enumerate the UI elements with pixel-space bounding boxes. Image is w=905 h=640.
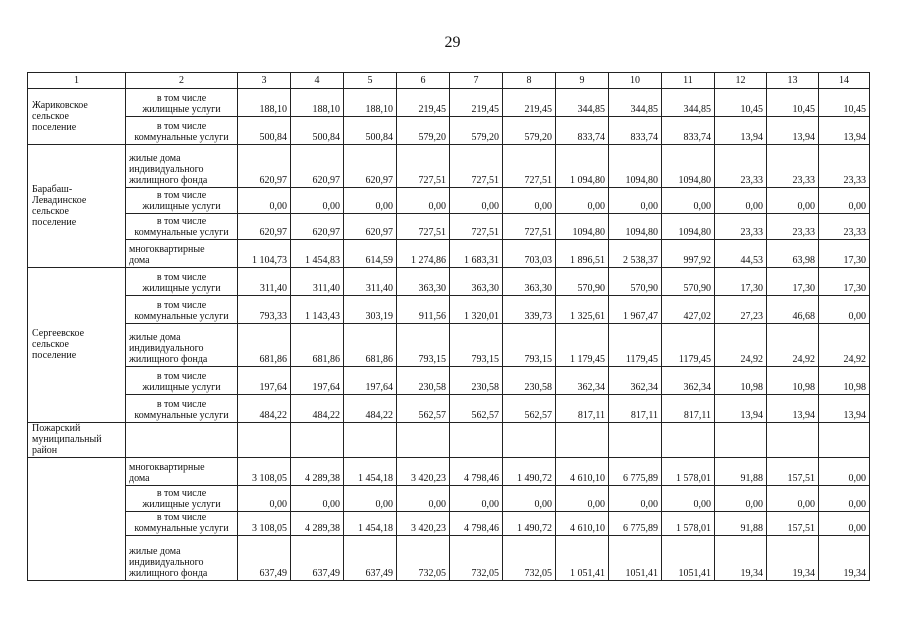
column-header: 11 (662, 73, 715, 89)
column-header: 8 (503, 73, 556, 89)
value-cell: 23,33 (715, 145, 767, 188)
value-cell: 703,03 (503, 240, 556, 268)
value-cell: 637,49 (291, 536, 344, 581)
value-cell: 1 683,31 (450, 240, 503, 268)
value-cell: 27,23 (715, 296, 767, 324)
value-cell: 997,92 (662, 240, 715, 268)
value-cell: 363,30 (450, 268, 503, 296)
value-cell: 1 320,01 (450, 296, 503, 324)
table-row (28, 89, 870, 117)
value-cell (662, 423, 715, 458)
value-cell: 579,20 (503, 117, 556, 145)
value-cell: 0,00 (397, 486, 450, 512)
value-cell (767, 423, 819, 458)
value-cell: 197,64 (238, 367, 291, 395)
value-cell: 13,94 (715, 117, 767, 145)
value-cell: 620,97 (238, 214, 291, 240)
value-cell: 0,00 (450, 188, 503, 214)
value-cell: 681,86 (291, 324, 344, 367)
value-cell: 91,88 (715, 512, 767, 536)
value-cell: 727,51 (503, 214, 556, 240)
value-cell: 1 094,80 (556, 145, 609, 188)
column-header: 5 (344, 73, 397, 89)
value-cell: 614,59 (344, 240, 397, 268)
value-cell: 570,90 (662, 268, 715, 296)
value-cell: 24,92 (819, 324, 870, 367)
value-cell: 3 108,05 (238, 458, 291, 486)
page-number: 29 (444, 34, 461, 51)
value-cell: 793,15 (450, 324, 503, 367)
value-cell: 1 578,01 (662, 458, 715, 486)
value-cell: 0,00 (291, 188, 344, 214)
value-cell: 311,40 (344, 268, 397, 296)
value-cell: 344,85 (609, 89, 662, 117)
value-cell: 1094,80 (556, 214, 609, 240)
value-cell: 833,74 (662, 117, 715, 145)
value-cell: 637,49 (238, 536, 291, 581)
value-cell: 363,30 (397, 268, 450, 296)
value-cell: 817,11 (609, 395, 662, 423)
value-cell (556, 423, 609, 458)
category-label: жилые дома индивидуального жилищного фонда (126, 324, 238, 367)
value-cell: 562,57 (503, 395, 556, 423)
value-cell: 0,00 (715, 486, 767, 512)
value-cell: 484,22 (291, 395, 344, 423)
value-cell: 817,11 (556, 395, 609, 423)
value-cell: 620,97 (344, 145, 397, 188)
value-cell: 0,00 (819, 296, 870, 324)
value-cell: 570,90 (556, 268, 609, 296)
value-cell: 188,10 (238, 89, 291, 117)
settlement-name: Пожарский муниципальный район (28, 423, 126, 458)
value-cell: 24,92 (715, 324, 767, 367)
value-cell: 1094,80 (609, 145, 662, 188)
value-cell: 793,15 (503, 324, 556, 367)
value-cell: 17,30 (715, 268, 767, 296)
value-cell: 732,05 (450, 536, 503, 581)
value-cell: 1 490,72 (503, 512, 556, 536)
value-cell: 833,74 (609, 117, 662, 145)
value-cell: 19,34 (819, 536, 870, 581)
table-row (28, 512, 870, 536)
value-cell: 10,45 (767, 89, 819, 117)
table-row (28, 395, 870, 423)
value-cell: 4 798,46 (450, 458, 503, 486)
value-cell: 339,73 (503, 296, 556, 324)
value-cell: 500,84 (291, 117, 344, 145)
table-row (28, 145, 870, 188)
value-cell: 732,05 (397, 536, 450, 581)
value-cell: 230,58 (450, 367, 503, 395)
value-cell: 10,98 (715, 367, 767, 395)
value-cell: 562,57 (397, 395, 450, 423)
value-cell: 4 798,46 (450, 512, 503, 536)
value-cell: 219,45 (397, 89, 450, 117)
value-cell: 1 967,47 (609, 296, 662, 324)
table-row (28, 296, 870, 324)
value-cell: 91,88 (715, 458, 767, 486)
settlement-blank (28, 458, 126, 581)
value-cell: 19,34 (767, 536, 819, 581)
column-header: 1 (28, 73, 126, 89)
value-cell: 13,94 (767, 117, 819, 145)
category-label: многоквартирные дома (126, 240, 238, 268)
value-cell: 620,97 (238, 145, 291, 188)
value-cell: 197,64 (291, 367, 344, 395)
value-cell: 1094,80 (662, 214, 715, 240)
value-cell: 17,30 (819, 268, 870, 296)
value-cell: 0,00 (397, 188, 450, 214)
value-cell: 3 108,05 (238, 512, 291, 536)
value-cell: 1 051,41 (556, 536, 609, 581)
value-cell: 1051,41 (662, 536, 715, 581)
value-cell: 311,40 (291, 268, 344, 296)
value-cell: 344,85 (556, 89, 609, 117)
value-cell: 1 896,51 (556, 240, 609, 268)
category-label: жилые дома индивидуального жилищного фонда (126, 145, 238, 188)
value-cell: 23,33 (819, 214, 870, 240)
tariff-table (27, 72, 870, 581)
category-label: в том числе коммунальные услуги (126, 512, 238, 536)
table-row (28, 423, 870, 458)
value-cell: 0,00 (291, 486, 344, 512)
value-cell: 6 775,89 (609, 512, 662, 536)
value-cell: 0,00 (767, 188, 819, 214)
value-cell: 13,94 (715, 395, 767, 423)
value-cell (819, 423, 870, 458)
value-cell: 10,98 (819, 367, 870, 395)
value-cell: 427,02 (662, 296, 715, 324)
value-cell: 0,00 (503, 188, 556, 214)
value-cell: 1 454,18 (344, 458, 397, 486)
value-cell (609, 423, 662, 458)
value-cell: 1094,80 (662, 145, 715, 188)
value-cell: 0,00 (556, 486, 609, 512)
value-cell (503, 423, 556, 458)
value-cell: 1 490,72 (503, 458, 556, 486)
column-header: 4 (291, 73, 344, 89)
column-header: 13 (767, 73, 819, 89)
category-label: в том числе коммунальные услуги (126, 117, 238, 145)
value-cell: 362,34 (556, 367, 609, 395)
value-cell: 0,00 (238, 188, 291, 214)
value-cell: 344,85 (662, 89, 715, 117)
value-cell: 10,98 (767, 367, 819, 395)
value-cell (291, 423, 344, 458)
settlement-name: Сергеевское сельское поселение (28, 268, 126, 423)
value-cell: 727,51 (397, 214, 450, 240)
value-cell: 793,33 (238, 296, 291, 324)
value-cell: 732,05 (503, 536, 556, 581)
header-row (28, 73, 870, 89)
category-label: многоквартирные дома (126, 458, 238, 486)
table-row (28, 367, 870, 395)
value-cell: 637,49 (344, 536, 397, 581)
value-cell: 1 143,43 (291, 296, 344, 324)
category-label: жилые дома индивидуального жилищного фонда (126, 536, 238, 581)
settlement-name: Барабаш- Левадинское сельское поселение (28, 145, 126, 268)
value-cell: 230,58 (397, 367, 450, 395)
value-cell: 10,45 (819, 89, 870, 117)
value-cell: 1179,45 (609, 324, 662, 367)
column-header: 6 (397, 73, 450, 89)
value-cell: 0,00 (556, 188, 609, 214)
value-cell: 0,00 (609, 188, 662, 214)
value-cell: 0,00 (819, 458, 870, 486)
value-cell: 793,15 (397, 324, 450, 367)
value-cell: 363,30 (503, 268, 556, 296)
value-cell: 3 420,23 (397, 512, 450, 536)
value-cell: 833,74 (556, 117, 609, 145)
value-cell: 24,92 (767, 324, 819, 367)
category-label: в том числе коммунальные услуги (126, 214, 238, 240)
table-row (28, 324, 870, 367)
value-cell (450, 423, 503, 458)
value-cell: 727,51 (450, 145, 503, 188)
settlement-name: Жариковское сельское поселение (28, 89, 126, 145)
value-cell: 0,00 (503, 486, 556, 512)
value-cell: 2 538,37 (609, 240, 662, 268)
table-row (28, 214, 870, 240)
table-row (28, 240, 870, 268)
value-cell: 579,20 (397, 117, 450, 145)
value-cell: 303,19 (344, 296, 397, 324)
value-cell: 0,00 (238, 486, 291, 512)
category-label: в том числе жилищные услуги (126, 367, 238, 395)
value-cell: 620,97 (291, 214, 344, 240)
value-cell: 4 610,10 (556, 512, 609, 536)
value-cell: 1 454,18 (344, 512, 397, 536)
value-cell: 1 578,01 (662, 512, 715, 536)
value-cell: 484,22 (238, 395, 291, 423)
value-cell: 362,34 (609, 367, 662, 395)
value-cell: 188,10 (344, 89, 397, 117)
value-cell: 620,97 (344, 214, 397, 240)
value-cell: 10,45 (715, 89, 767, 117)
value-cell: 13,94 (819, 395, 870, 423)
value-cell: 311,40 (238, 268, 291, 296)
value-cell: 500,84 (238, 117, 291, 145)
category-label: в том числе жилищные услуги (126, 89, 238, 117)
value-cell: 23,33 (767, 145, 819, 188)
value-cell: 19,34 (715, 536, 767, 581)
value-cell: 1179,45 (662, 324, 715, 367)
table-row (28, 486, 870, 512)
category-label: в том числе коммунальные услуги (126, 395, 238, 423)
value-cell: 0,00 (819, 512, 870, 536)
value-cell: 0,00 (344, 188, 397, 214)
value-cell: 620,97 (291, 145, 344, 188)
value-cell: 579,20 (450, 117, 503, 145)
value-cell: 911,56 (397, 296, 450, 324)
value-cell: 727,51 (450, 214, 503, 240)
value-cell: 1 454,83 (291, 240, 344, 268)
column-header: 3 (238, 73, 291, 89)
value-cell: 0,00 (819, 486, 870, 512)
value-cell: 44,53 (715, 240, 767, 268)
value-cell (344, 423, 397, 458)
column-header: 7 (450, 73, 503, 89)
value-cell: 13,94 (819, 117, 870, 145)
value-cell: 0,00 (715, 188, 767, 214)
category-label: в том числе жилищные услуги (126, 188, 238, 214)
table-row (28, 268, 870, 296)
value-cell (397, 423, 450, 458)
column-header: 14 (819, 73, 870, 89)
value-cell: 562,57 (450, 395, 503, 423)
value-cell: 219,45 (450, 89, 503, 117)
value-cell: 46,68 (767, 296, 819, 324)
table-row (28, 188, 870, 214)
value-cell: 0,00 (450, 486, 503, 512)
value-cell: 0,00 (662, 486, 715, 512)
value-cell: 6 775,89 (609, 458, 662, 486)
value-cell: 4 289,38 (291, 458, 344, 486)
value-cell: 817,11 (662, 395, 715, 423)
value-cell: 3 420,23 (397, 458, 450, 486)
column-header: 12 (715, 73, 767, 89)
value-cell: 727,51 (503, 145, 556, 188)
value-cell: 681,86 (238, 324, 291, 367)
value-cell: 157,51 (767, 458, 819, 486)
value-cell: 188,10 (291, 89, 344, 117)
table-row (28, 117, 870, 145)
value-cell: 0,00 (819, 188, 870, 214)
value-cell: 1 274,86 (397, 240, 450, 268)
value-cell: 727,51 (397, 145, 450, 188)
value-cell: 1051,41 (609, 536, 662, 581)
value-cell: 17,30 (767, 268, 819, 296)
value-cell: 500,84 (344, 117, 397, 145)
value-cell: 1 104,73 (238, 240, 291, 268)
value-cell: 197,64 (344, 367, 397, 395)
category-label: в том числе коммунальные услуги (126, 296, 238, 324)
value-cell (715, 423, 767, 458)
value-cell: 4 289,38 (291, 512, 344, 536)
table-row (28, 458, 870, 486)
value-cell: 0,00 (662, 188, 715, 214)
value-cell: 1094,80 (609, 214, 662, 240)
value-cell: 570,90 (609, 268, 662, 296)
value-cell: 1 179,45 (556, 324, 609, 367)
value-cell (238, 423, 291, 458)
value-cell: 230,58 (503, 367, 556, 395)
column-header: 10 (609, 73, 662, 89)
value-cell: 23,33 (767, 214, 819, 240)
value-cell: 157,51 (767, 512, 819, 536)
value-cell: 0,00 (767, 486, 819, 512)
value-cell: 63,98 (767, 240, 819, 268)
table-row (28, 536, 870, 581)
column-header: 2 (126, 73, 238, 89)
value-cell: 681,86 (344, 324, 397, 367)
column-header: 9 (556, 73, 609, 89)
category-label: в том числе жилищные услуги (126, 486, 238, 512)
value-cell: 484,22 (344, 395, 397, 423)
value-cell: 13,94 (767, 395, 819, 423)
value-cell: 1 325,61 (556, 296, 609, 324)
value-cell: 362,34 (662, 367, 715, 395)
value-cell: 0,00 (609, 486, 662, 512)
value-cell: 4 610,10 (556, 458, 609, 486)
value-cell: 219,45 (503, 89, 556, 117)
category-label: в том числе жилищные услуги (126, 268, 238, 296)
value-cell: 23,33 (715, 214, 767, 240)
value-cell: 23,33 (819, 145, 870, 188)
value-cell: 17,30 (819, 240, 870, 268)
category-label (126, 423, 238, 458)
value-cell: 0,00 (344, 486, 397, 512)
